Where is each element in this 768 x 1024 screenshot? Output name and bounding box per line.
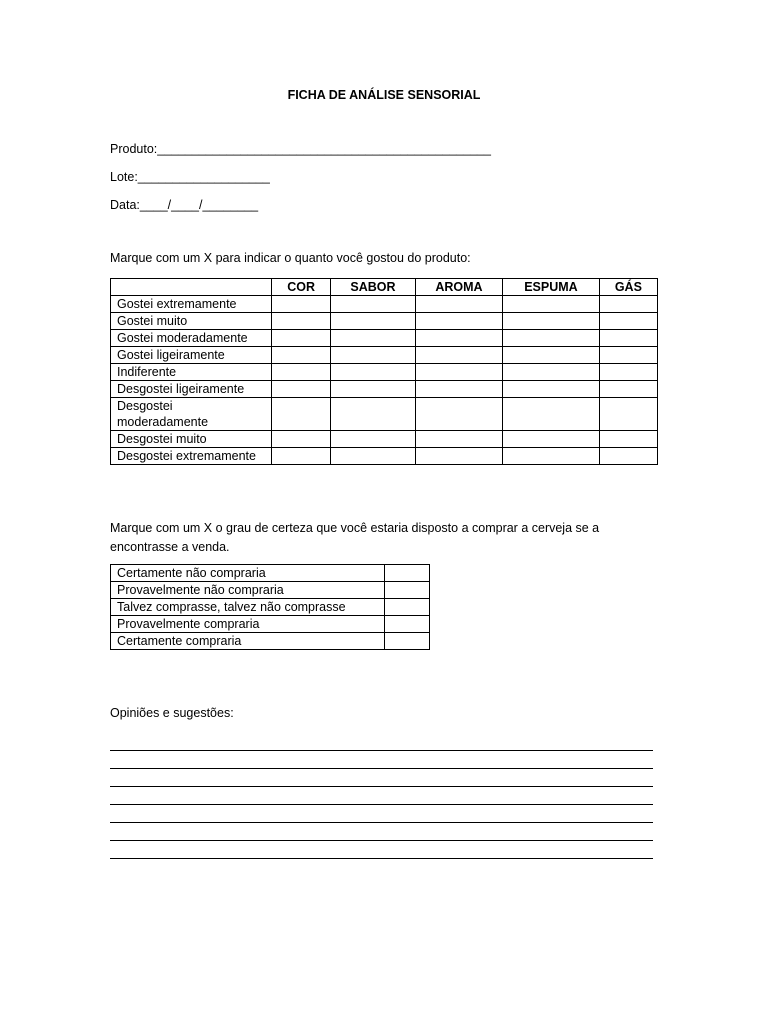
lote-field[interactable]: Lote:___________________ [110,170,270,184]
rating-checkbox-cell[interactable] [331,347,415,364]
rating-row-label: Desgostei muito [111,431,272,448]
purchase-row-label: Talvez comprasse, talvez não comprasse [111,599,385,616]
rating-header-row [111,279,658,296]
column-header-espuma: ESPUMA [503,279,600,296]
rating-checkbox-cell[interactable] [415,347,502,364]
purchase-checkbox-cell[interactable] [385,599,430,616]
opinion-line[interactable] [110,841,653,859]
rating-checkbox-cell[interactable] [503,364,600,381]
rating-checkbox-cell[interactable] [272,398,331,431]
rating-checkbox-cell[interactable] [331,448,415,465]
rating-checkbox-cell[interactable] [415,296,502,313]
purchase-instruction: Marque com um X o grau de certeza que você estaria disposto a comprar a cerveja se a encontrasse a venda. [110,521,600,554]
rating-row-label: Desgostei moderadamente [111,398,272,431]
rating-row [111,381,658,398]
rating-checkbox-cell[interactable] [272,431,331,448]
opinion-line[interactable] [110,787,653,805]
purchase-row [111,565,430,582]
rating-row [111,313,658,330]
purchase-row-label: Provavelmente compraria [111,616,385,633]
purchase-row-label: Provavelmente não compraria [111,582,385,599]
column-header-aroma: AROMA [415,279,502,296]
purchase-row-label: Certamente não compraria [111,565,385,582]
rating-row-label: Indiferente [111,364,272,381]
rating-checkbox-cell[interactable] [599,296,657,313]
opinions-label: Opiniões e sugestões: [110,706,234,720]
rating-checkbox-cell[interactable] [331,313,415,330]
rating-checkbox-cell[interactable] [331,296,415,313]
rating-checkbox-cell[interactable] [503,431,600,448]
rating-checkbox-cell[interactable] [503,381,600,398]
rating-checkbox-cell[interactable] [503,448,600,465]
purchase-checkbox-cell[interactable] [385,565,430,582]
rating-row [111,347,658,364]
rating-checkbox-cell[interactable] [599,398,657,431]
opinion-line[interactable] [110,769,653,787]
rating-checkbox-cell[interactable] [503,313,600,330]
rating-checkbox-cell[interactable] [272,347,331,364]
rating-checkbox-cell[interactable] [415,364,502,381]
rating-row-label: Gostei extremamente [111,296,272,313]
form-title: FICHA DE ANÁLISE SENSORIAL [287,88,481,102]
rating-checkbox-cell[interactable] [503,398,600,431]
rating-row-label: Desgostei extremamente [111,448,272,465]
rating-checkbox-cell[interactable] [331,398,415,431]
rating-row [111,364,658,381]
opinions-lines[interactable] [110,733,653,859]
purchase-row [111,582,430,599]
rating-table [110,278,658,465]
rating-checkbox-cell[interactable] [599,330,657,347]
produto-field[interactable]: Produto:________________________________________________ [110,142,491,156]
rating-checkbox-cell[interactable] [272,381,331,398]
purchase-row-label: Certamente compraria [111,633,385,650]
rating-checkbox-cell[interactable] [272,448,331,465]
rating-checkbox-cell[interactable] [415,398,502,431]
rating-checkbox-cell[interactable] [331,381,415,398]
rating-row [111,448,658,465]
opinion-line[interactable] [110,733,653,751]
data-field[interactable]: Data:____/____/________ [110,198,259,212]
rating-checkbox-cell[interactable] [599,448,657,465]
rating-row-label: Gostei ligeiramente [111,347,272,364]
rating-row [111,431,658,448]
rating-checkbox-cell[interactable] [272,296,331,313]
rating-checkbox-cell[interactable] [503,296,600,313]
opinion-line[interactable] [110,805,653,823]
rating-row-label: Desgostei ligeiramente [111,381,272,398]
rating-checkbox-cell[interactable] [272,313,331,330]
rating-checkbox-cell[interactable] [272,364,331,381]
purchase-row [111,599,430,616]
rating-checkbox-cell[interactable] [599,431,657,448]
rating-checkbox-cell[interactable] [599,364,657,381]
rating-checkbox-cell[interactable] [272,330,331,347]
purchase-row [111,616,430,633]
rating-row [111,398,658,431]
purchase-checkbox-cell[interactable] [385,633,430,650]
rating-checkbox-cell[interactable] [599,381,657,398]
rating-row-label: Gostei muito [111,313,272,330]
rating-row [111,330,658,347]
purchase-table [110,564,430,650]
column-header-cor: COR [272,279,331,296]
rating-checkbox-cell[interactable] [503,347,600,364]
rating-checkbox-cell[interactable] [415,431,502,448]
purchase-checkbox-cell[interactable] [385,582,430,599]
rating-instruction: Marque com um X para indicar o quanto você gostou do produto: [110,251,471,265]
rating-checkbox-cell[interactable] [415,313,502,330]
rating-checkbox-cell[interactable] [331,330,415,347]
rating-checkbox-cell[interactable] [599,313,657,330]
opinion-line[interactable] [110,823,653,841]
rating-header-blank [111,279,272,296]
opinion-line[interactable] [110,751,653,769]
column-header-gas: GÁS [599,279,657,296]
column-header-sabor: SABOR [331,279,415,296]
rating-row [111,296,658,313]
rating-checkbox-cell[interactable] [503,330,600,347]
purchase-checkbox-cell[interactable] [385,616,430,633]
rating-checkbox-cell[interactable] [331,364,415,381]
rating-row-label: Gostei moderadamente [111,330,272,347]
rating-checkbox-cell[interactable] [415,330,502,347]
rating-checkbox-cell[interactable] [331,431,415,448]
rating-checkbox-cell[interactable] [599,347,657,364]
rating-checkbox-cell[interactable] [415,448,502,465]
purchase-row [111,633,430,650]
rating-checkbox-cell[interactable] [415,381,502,398]
